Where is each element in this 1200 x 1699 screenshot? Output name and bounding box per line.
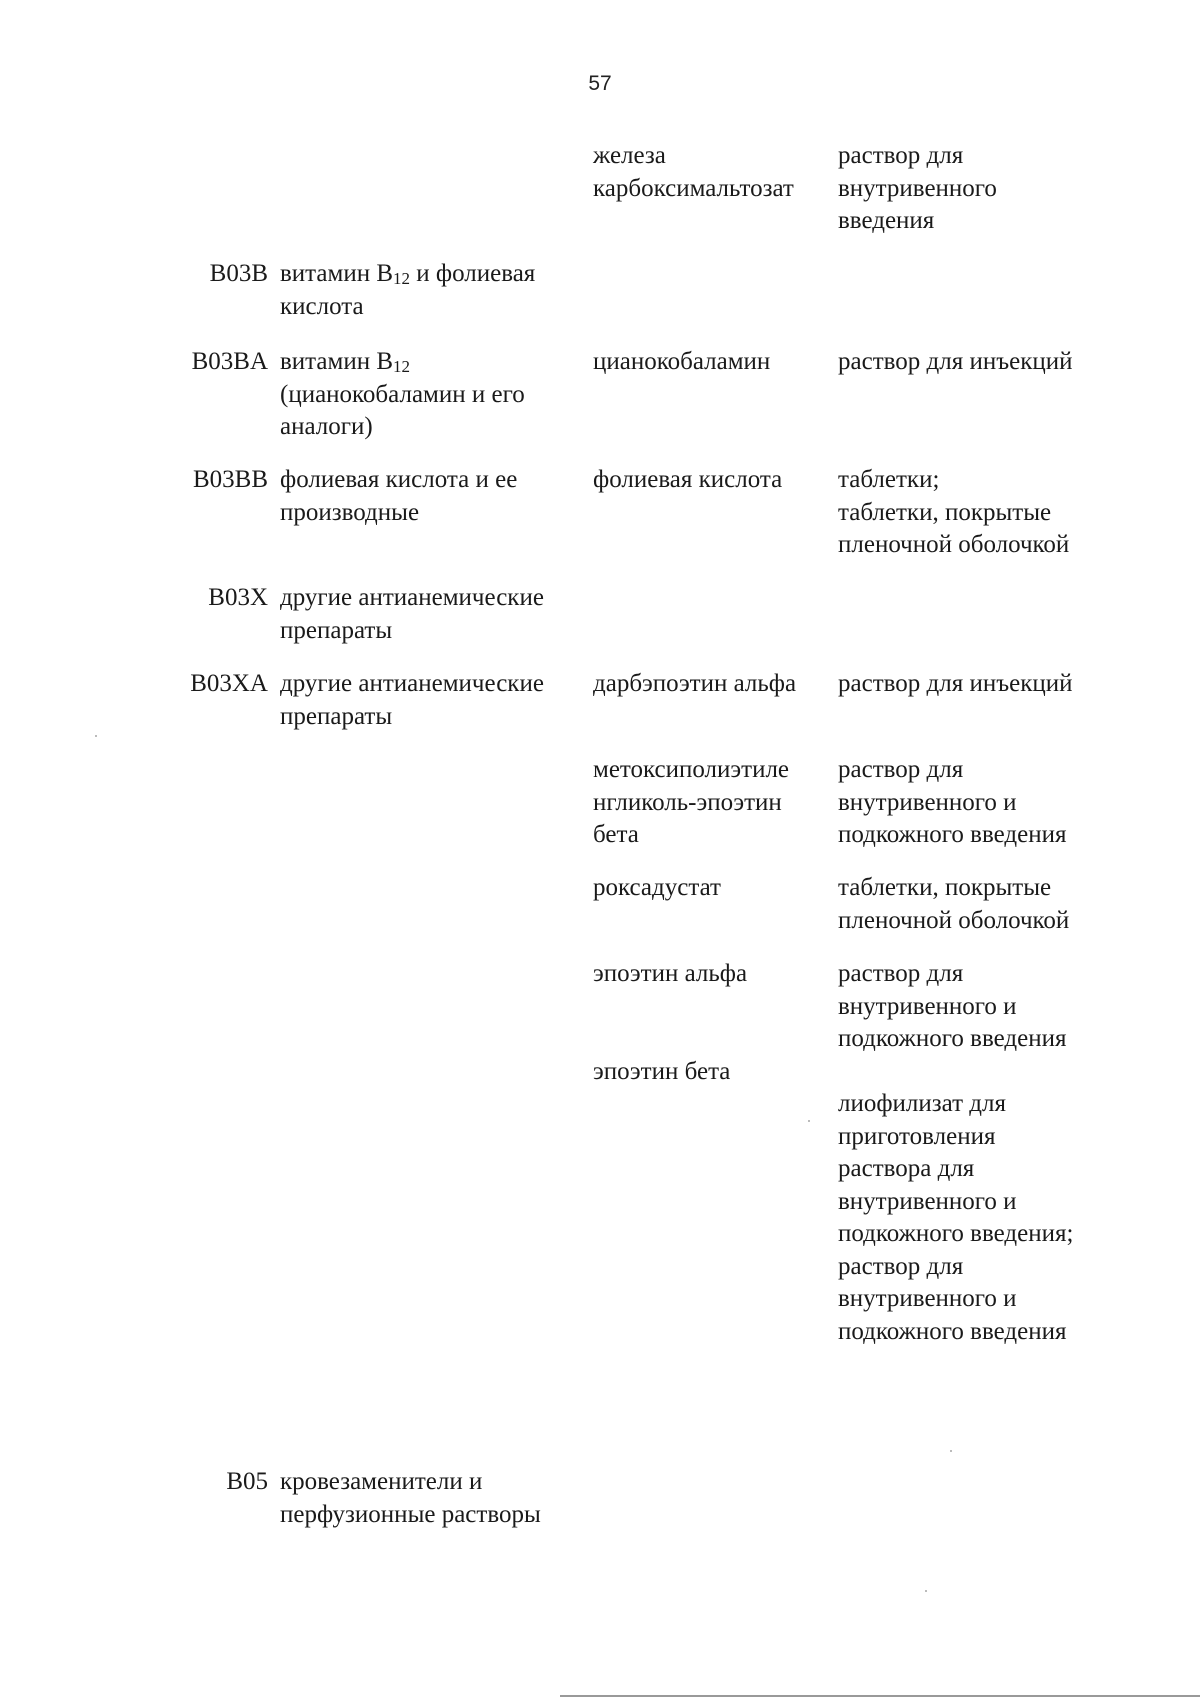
atc-code: B03BA (191, 348, 268, 375)
atc-code: B03X (208, 584, 268, 611)
subscript: 12 (393, 357, 411, 376)
dosage-form: раствор для инъекций (838, 670, 1073, 697)
scan-speck (808, 1120, 810, 1122)
dosage-form: раствор для внутривенного и подкожного введения (838, 960, 1067, 1052)
atc-code: B03BB (192, 466, 268, 493)
drug-name: фолиевая кислота (593, 466, 783, 493)
group-main-text: витамин B (280, 260, 394, 287)
dosage-form: раствор для инъекций (838, 348, 1073, 375)
dosage-form: раствор для внутривенного и подкожного введения (838, 756, 1067, 848)
atc-group-name: кровезаменители и перфузионные растворы (280, 1468, 541, 1528)
scan-bottom-line (560, 1695, 1200, 1697)
drug-name: эпоэтин альфа (593, 960, 748, 987)
atc-code: B03B (209, 260, 268, 287)
drug-name: железа карбоксимальтозат (593, 142, 794, 202)
group-rest-text: (цианокобаламин и его аналоги) (280, 380, 525, 440)
drug-name: роксадустат (593, 874, 721, 901)
scan-speck (95, 735, 97, 737)
atc-code: B03XA (190, 670, 268, 697)
dosage-form: лиофилизат для приготовления раствора для внутривенного и подкожного введения; раствор для внутривенного и подкожного введения (838, 1090, 1074, 1345)
page-number: 57 (588, 72, 612, 95)
group-rest-text: и фолиевая кислота (280, 260, 536, 320)
atc-group-name: другие антианемические препараты (280, 670, 544, 730)
atc-group-name (280, 258, 535, 323)
scan-speck (950, 1450, 952, 1452)
scan-speck (925, 1590, 927, 1592)
subscript: 12 (393, 269, 411, 288)
drug-name: эпоэтин бета (593, 1058, 731, 1085)
drug-name: метоксиполиэтиле нгликоль-эпоэтин бета (593, 756, 790, 848)
atc-code: B05 (226, 1468, 268, 1495)
dosage-form: таблетки, покрытые пленочной оболочкой (838, 874, 1070, 934)
atc-group-name (280, 346, 525, 444)
group-main-text: витамин B (280, 348, 394, 375)
dosage-form: таблетки; таблетки, покрытые пленочной оболочкой (838, 466, 1070, 558)
dosage-form: раствор для внутривенного введения (838, 142, 997, 234)
atc-group-name: другие антианемические препараты (280, 584, 544, 644)
drug-name: дарбэпоэтин альфа (593, 670, 797, 697)
drug-name: цианокобаламин (593, 348, 771, 375)
atc-group-name: фолиевая кислота и ее производные (280, 466, 518, 526)
